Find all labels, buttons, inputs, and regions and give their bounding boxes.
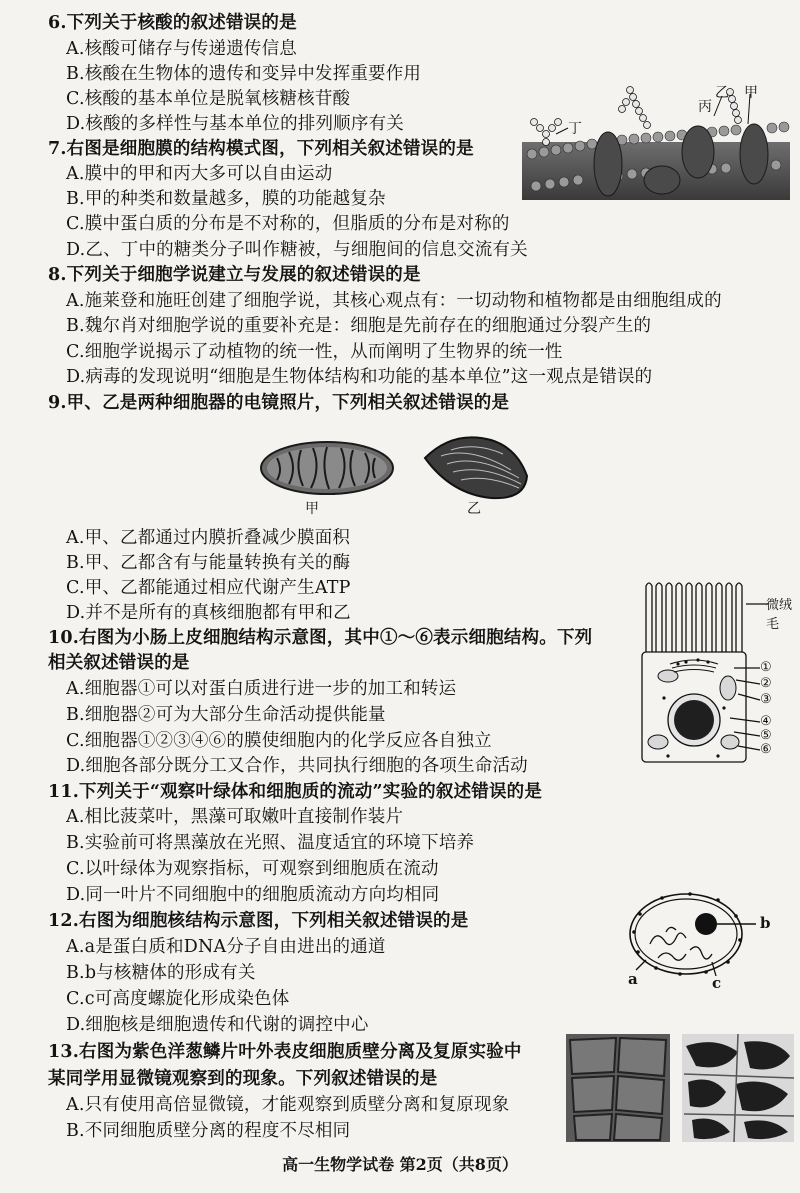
q12-option-b: B.b与核糖体的形成有关: [66, 963, 256, 983]
q11-stem: 11.下列关于“观察叶绿体和细胞质的流动”实验的叙述错误的是: [48, 782, 543, 802]
q7-option-c: C.膜中蛋白质的分布是不对称的，但脂质的分布是对称的: [66, 214, 510, 234]
q6-option-b: B.核酸在生物体的遗传和变异中发挥重要作用: [66, 64, 422, 84]
q7-option-d: D.乙、丁中的糖类分子叫作糖被，与细胞间的信息交流有关: [66, 240, 528, 260]
organelle-label-yi: 乙: [467, 501, 481, 517]
q7-option-a: A.膜中的甲和丙大多可以自由运动: [66, 164, 333, 184]
q9-option-c: C.甲、乙都能通过相应代谢产生ATP: [66, 578, 351, 598]
q9-option-d: D.并不是所有的真核细胞都有甲和乙: [66, 603, 351, 623]
nucleus-label-b: b: [760, 914, 771, 932]
label-structure-6: ⑥: [760, 742, 772, 757]
membrane-label-jia: 甲: [744, 85, 758, 101]
nucleus-figure: [620, 884, 780, 992]
membrane-label-ding: 丁: [568, 121, 582, 137]
q10-stem-cont: 相关叙述错误的是: [48, 653, 190, 673]
q8-option-d: D.病毒的发现说明“细胞是生物体结构和功能的基本单位”这一观点是错误的: [66, 367, 653, 387]
q9-option-b: B.甲、乙都含有与能量转换有关的酶: [66, 553, 351, 573]
q10-option-c: C.细胞器①②③④⑥的膜使细胞内的化学反应各自独立: [66, 731, 492, 751]
q12-option-a: A.a是蛋白质和DNA分子自由进出的通道: [66, 937, 386, 957]
label-microvilli: 微绒毛: [766, 598, 793, 632]
intestinal-cell-figure: [638, 572, 800, 772]
q13-stem: 13.右图为紫色洋葱鳞片叶外表皮细胞质壁分离及复原实验中: [48, 1042, 522, 1062]
q6-option-a: A.核酸可储存与传递遗传信息: [66, 39, 297, 59]
label-structure-2: ②: [760, 676, 772, 691]
q10-option-b: B.细胞器②可为大部分生命活动提供能量: [66, 705, 386, 725]
plasmolysis-photos: [566, 1032, 796, 1144]
q13-stem-cont: 某同学用显微镜观察到的现象。下列叙述错误的是: [48, 1069, 438, 1089]
q11-option-d: D.同一叶片不同细胞中的细胞质流动方向均相同: [66, 885, 440, 905]
q10-stem: 10.右图为小肠上皮细胞结构示意图，其中①～⑥表示细胞结构。下列: [48, 628, 593, 648]
q8-option-b: B.魏尔肖对细胞学说的重要补充是：细胞是先前存在的细胞通过分裂产生的: [66, 316, 652, 336]
label-structure-1: ①: [760, 660, 772, 675]
q12-option-d: D.细胞核是细胞遗传和代谢的调控中心: [66, 1015, 369, 1035]
page-footer: 高一生物学试卷 第2页（共8页）: [282, 1155, 518, 1174]
q13-option-a: A.只有使用高倍显微镜，才能观察到质壁分离和复原现象: [66, 1095, 510, 1115]
q10-option-a: A.细胞器①可以对蛋白质进行进一步的加工和转运: [66, 679, 457, 699]
q11-option-b: B.实验前可将黑藻放在光照、温度适宜的环境下培养: [66, 833, 475, 853]
organelle-figure: [255, 428, 545, 520]
q12-option-c: C.c可高度螺旋化形成染色体: [66, 989, 290, 1009]
q9-stem: 9.甲、乙是两种细胞器的电镜照片，下列相关叙述错误的是: [48, 393, 510, 413]
q12-stem: 12.右图为细胞核结构示意图，下列相关叙述错误的是: [48, 911, 469, 931]
q7-stem: 7.右图是细胞膜的结构模式图，下列相关叙述错误的是: [48, 139, 474, 159]
cell-membrane-figure: [522, 82, 790, 200]
q8-option-c: C.细胞学说揭示了动植物的统一性，从而阐明了生物界的统一性: [66, 342, 563, 362]
organelle-label-jia: 甲: [305, 501, 319, 517]
nucleus-label-c: c: [712, 974, 722, 992]
q8-option-a: A.施莱登和施旺创建了细胞学说，其核心观点有：一切动物和植物都是由细胞组成的: [66, 291, 722, 311]
q11-option-a: A.相比菠菜叶，黑藻可取嫩叶直接制作装片: [66, 807, 404, 827]
q7-option-b: B.甲的种类和数量越多，膜的功能越复杂: [66, 189, 386, 209]
membrane-label-yi: 乙: [715, 85, 729, 101]
q11-option-c: C.以叶绿体为观察指标，可观察到细胞质在流动: [66, 859, 439, 879]
label-structure-3: ③: [760, 692, 772, 707]
label-structure-4: ④: [760, 714, 772, 729]
q13-option-b: B.不同细胞质壁分离的程度不尽相同: [66, 1121, 351, 1141]
q6-option-c: C.核酸的基本单位是脱氧核糖核苷酸: [66, 89, 351, 109]
nucleus-label-a: a: [628, 970, 638, 988]
membrane-label-bing: 丙: [698, 99, 712, 115]
q10-option-d: D.细胞各部分既分工又合作，共同执行细胞的各项生命活动: [66, 756, 528, 776]
q6-option-d: D.核酸的多样性与基本单位的排列顺序有关: [66, 114, 404, 134]
q6-stem: 6.下列关于核酸的叙述错误的是: [48, 13, 297, 33]
q9-option-a: A.甲、乙都通过内膜折叠减少膜面积: [66, 528, 351, 548]
label-structure-5: ⑤: [760, 728, 772, 743]
q8-stem: 8.下列关于细胞学说建立与发展的叙述错误的是: [48, 265, 421, 285]
